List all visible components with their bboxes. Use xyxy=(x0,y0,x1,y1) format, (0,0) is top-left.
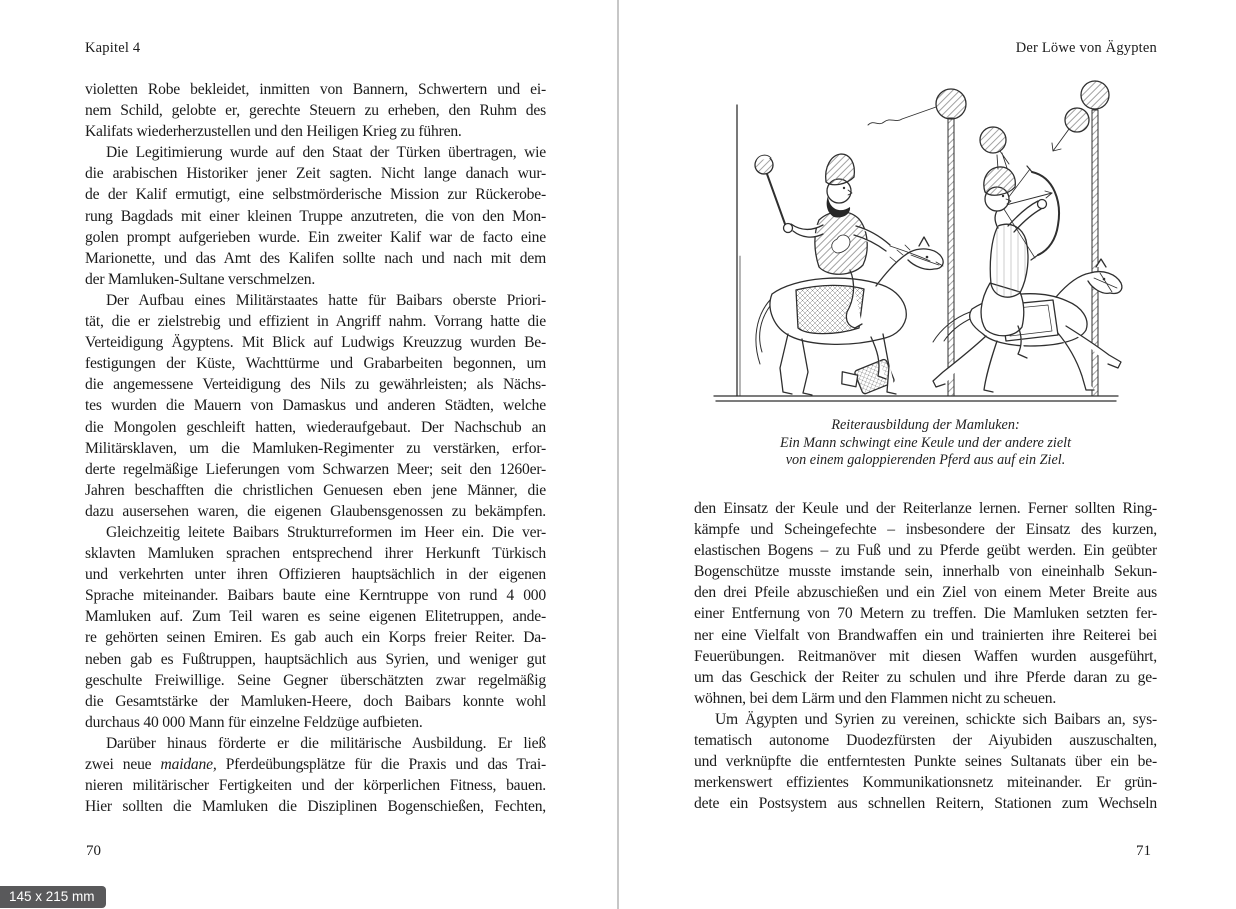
mamluk-training-illustration xyxy=(700,78,1130,410)
page-left xyxy=(85,0,546,909)
text-line: neben gab es Fußtruppen, hauptsächlich aus Syrien, und weniger gut xyxy=(85,650,546,668)
page-gutter-divider xyxy=(617,0,619,909)
text-line: und verkehrten unter ihren Offizieren hauptsächlich in der eigenen xyxy=(85,566,546,584)
text-line: Um Ägypten und Syrien zu vereinen, schickte sich Baibars an, sys- xyxy=(715,710,1157,728)
text-line: Der Aufbau eines Militärstaates hatte für Baibars oberste Priori- xyxy=(106,291,546,309)
page-number-left: 70 xyxy=(86,843,101,859)
left-lance-pole-icon xyxy=(737,105,740,396)
text-line: Mamluken auf. Zum Teil waren es seine eigenen Elitetruppen, ande- xyxy=(85,608,546,626)
text-line: die arabischen Historiker jener Zeit sagten. Nicht lange danach wur- xyxy=(85,165,546,183)
text-line: zwei neue maidane, Pferdeübungsplätze für die Praxis und das Trai- xyxy=(85,756,546,773)
text-line: kämpfe und Scheingefechte – insbesondere der Einsatz des kurzen, xyxy=(694,521,1157,539)
text-line: die Mongolen geschleift hatten, wiederaufgebaut. Der Nachschub an xyxy=(85,418,546,436)
text-line: der Mamluken-Sultane verschmelzen. xyxy=(85,270,316,288)
page-size-badge: 145 x 215 mm xyxy=(0,886,106,908)
text-line: einer Entfernung von 70 Metern zu treffen. Die Mamluken setzten fer- xyxy=(694,605,1157,623)
text-line: Kalifats wiederherzustellen und den Heiligen Krieg zu führen. xyxy=(85,123,462,141)
paragraph xyxy=(85,522,546,733)
text-line: wöhnen, bei dem Lärm und den Flammen nicht zu scheuen. xyxy=(694,689,1057,707)
text-line: Die Legitimierung wurde auf den Staat der Türken übertragen, wie xyxy=(106,144,546,162)
text-line: re gehörten seinen Emiren. Es gab auch ein Korps freier Reiter. Da- xyxy=(85,629,546,647)
text-line: die angemessene Verteidigung des Nils zu gewährleisten; als Nächs- xyxy=(85,376,546,394)
paragraph xyxy=(694,709,1157,814)
text-line: den drei Pfeile abzuschießen und ein Ziel von einem Meter Breite aus xyxy=(694,584,1157,602)
text-line: elastischen Bogens – zu Fuß und zu Pferde geübt werden. Ein geübter xyxy=(694,542,1157,560)
text-line: durchaus 40 000 Mann für einzelne Feldzüge aufbieten. xyxy=(85,713,423,731)
text-line: Sprache miteinander. Baibars baute eine Kerntruppe von rund 4 000 xyxy=(85,587,546,605)
paragraph xyxy=(85,79,546,142)
text-line: de der Kalif ermutigt, eine selbstmörderische Mission zur Rückerobe- xyxy=(85,186,546,204)
text-line: den Einsatz der Keule und der Reiterlanze lernen. Ferner sollten Ring- xyxy=(694,500,1157,517)
text-line: violetten Robe bekleidet, inmitten von Bannern, Schwertern und ei- xyxy=(85,81,546,98)
figure-caption xyxy=(694,417,1157,470)
text-line: tät, die er zielstrebig und effizient in Angriff nahm. Vorrang hatte die xyxy=(85,313,546,331)
body-text-left xyxy=(85,79,546,817)
text-line: dazu ausersehen waren, die eigenen Glaubensgenossen zu bekämpfen. xyxy=(85,502,546,520)
paragraph xyxy=(85,733,546,817)
body-text-right xyxy=(694,498,1157,814)
text-line: geschulte Freiwillige. Seine Gegner überschätzten zwar regelmäßig xyxy=(85,671,546,689)
text-line: die Gesamtstärke der Mamluken-Heere, doch Baibars konnte wohl xyxy=(85,692,546,710)
text-line: nem Schild, gelobte er, gerechte Steuern zu erheben, den Ruhm des xyxy=(85,102,546,120)
page-number-right: 71 xyxy=(1136,843,1151,859)
running-header-right: Der Löwe von Ägypten xyxy=(1015,40,1157,56)
text-line: Gleichzeitig leitete Baibars Strukturreformen im Heer ein. Die ver- xyxy=(106,523,546,541)
text-line: um das Geschick der Reiter zu schulen und ihre Pferde daran zu ge- xyxy=(694,668,1157,686)
running-header-left: Kapitel 4 xyxy=(85,40,141,56)
text-line: tes wurden die Mauern von Damaskus und anderen Städten, welche xyxy=(85,397,546,415)
text-line: Verteidigung Ägyptens. Mit Blick auf Ludwigs Kreuzzug wurden Be- xyxy=(85,334,546,352)
text-line: tematisch autonome Duodezfürsten der Aiyubiden auszuschalten, xyxy=(694,732,1157,750)
text-line: dete ein Postsystem aus schnellen Reitern, Stationen zum Wechseln xyxy=(694,795,1157,813)
text-line: festigungen der Küste, Wachttürme und Grabarbeiten begonnen, um xyxy=(85,355,546,373)
text-line: nieren militärischer Fertigkeiten und der körperlichen Fitness, bauen. xyxy=(85,777,546,795)
paragraph xyxy=(85,290,546,522)
mace-rider-figure xyxy=(755,154,943,395)
paragraph xyxy=(694,498,1157,709)
text-line: ner eine Vielfalt von Brandwaffen ein und trainierten ihre Reiterei bei xyxy=(694,626,1157,644)
page-right xyxy=(694,0,1157,909)
text-line: Feuerübungen. Reitmanöver mit diesen Waffen wurden ausgeführt, xyxy=(694,647,1157,665)
text-line: Hier sollten die Mamluken die Disziplinen Bogenschießen, Fechten, xyxy=(85,798,546,816)
caption-line: Ein Mann schwingt eine Keule und der andere zielt xyxy=(779,434,1072,451)
text-line: Marionette, und das Amt des Kalifen sollte nach und nach mit dem xyxy=(85,249,546,267)
text-line: Darüber hinaus förderte er die militärische Ausbildung. Er ließ xyxy=(106,734,546,752)
paragraph xyxy=(85,142,546,290)
caption-line: von einem galoppierenden Pferd aus auf ein Ziel. xyxy=(785,452,1066,469)
text-line: sklavten Mamluken sprachen entsprechend ihrer Herkunft Türkisch xyxy=(85,545,546,563)
caption-line: Reiterausbildung der Mamluken: xyxy=(831,417,1020,433)
text-line: Jahren beschafften die christlichen Genuesen eben jene Männer, die xyxy=(85,481,546,499)
text-line: und verknüpfte die entferntesten Punkte seines Sultanats über ein be- xyxy=(694,753,1157,771)
fallen-target xyxy=(838,355,895,401)
ground-line xyxy=(714,396,1118,401)
text-line: merkenswert effizientes Kommunikationsnetz miteinander. Er grün- xyxy=(694,774,1157,792)
text-line: rung Bagdads mit einer kleinen Truppe anzutreten, die von den Mon- xyxy=(85,207,546,225)
text-line: Militärsklaven, um die Mamluken-Regimenter zu verstärken, erfor- xyxy=(85,439,546,457)
text-line: Bogenschütze musste imstande sein, innerhalb von eineinhalb Sekun- xyxy=(694,563,1157,581)
center-target-pole-icon xyxy=(868,89,1009,396)
text-line: golen prompt aufgerieben wurde. Ein zweiter Kalif war de facto eine xyxy=(85,228,546,246)
text-line: derte regelmäßige Lieferungen vom Schwarzen Meer; seit den 1260er- xyxy=(85,460,546,478)
